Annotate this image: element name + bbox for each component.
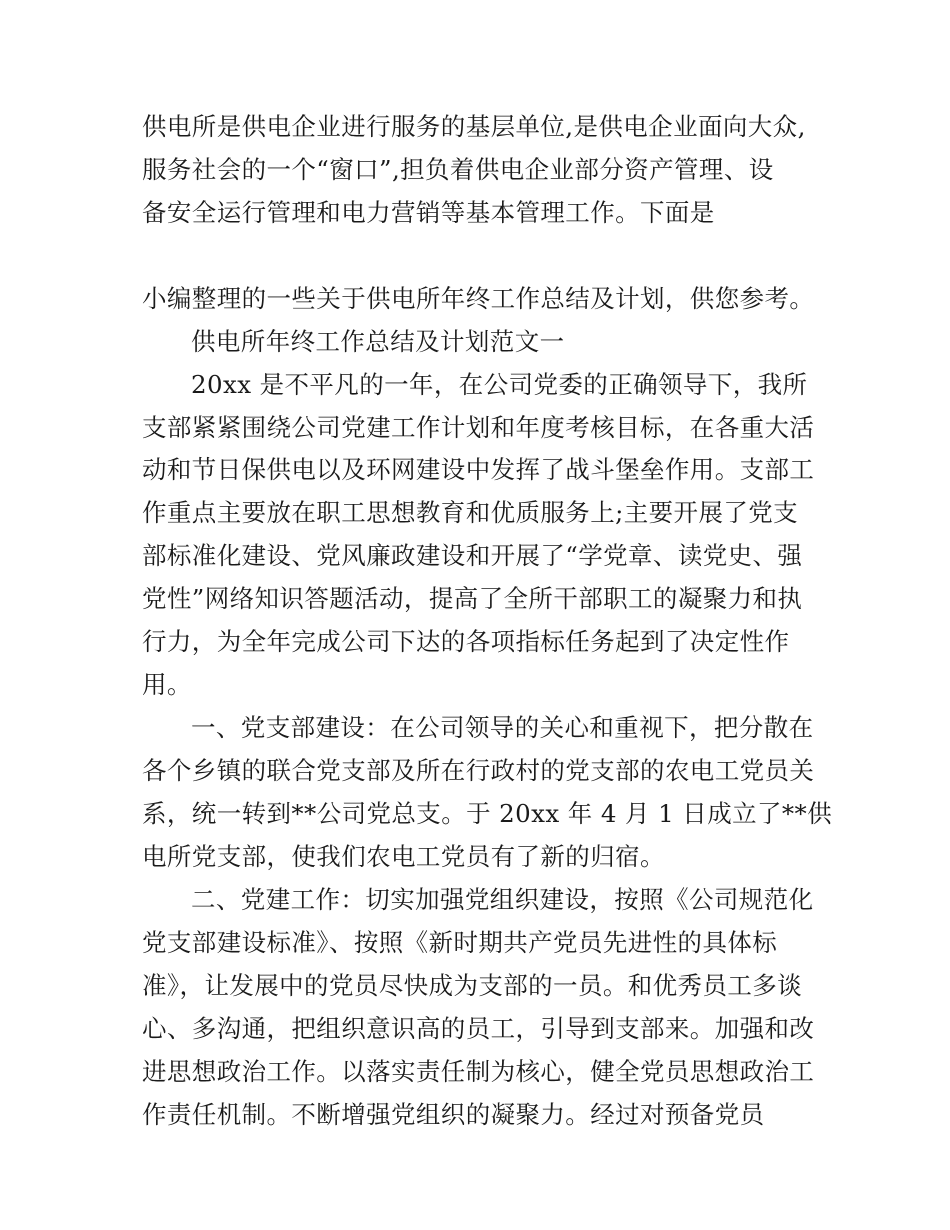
section-heading: 供电所年终工作总结及计划范文一: [191, 327, 565, 356]
text-line: 作重点主要放在职工思想教育和优质服务上;主要开展了党支: [142, 498, 799, 527]
text-line: 一、党支部建设：在公司领导的关心和重视下，把分散在: [191, 713, 814, 742]
text-line: 党支部建设标准》、按照《新时期共产党员先进性的具体标: [142, 928, 778, 957]
text-line: 电所党支部，使我们农电工党员有了新的归宿。: [142, 842, 665, 871]
text-line: 部标准化建设、党风廉政建设和开展了“学党章、读党史、强: [142, 541, 803, 570]
text-line: 支部紧紧围绕公司党建工作计划和年度考核目标，在各重大活: [142, 413, 815, 442]
text-line: 作责任机制。不断增强党组织的凝聚力。经过对预备党员: [142, 1100, 765, 1129]
text-line: 准》，让发展中的党员尽快成为支部的一员。和优秀员工多谈: [142, 971, 803, 1000]
text-line: 心、多沟通，把组织意识高的员工，引导到支部来。加强和改: [142, 1014, 815, 1043]
text-line: 二、党建工作：切实加强党组织建设，按照《公司规范化: [191, 885, 814, 914]
text-line: 行力，为全年完成公司下达的各项指标任务起到了决定性作: [142, 627, 790, 656]
text-line: 各个乡镇的联合党支部及所在行政村的党支部的农电工党员关: [142, 756, 815, 785]
text-line: 备安全运行管理和电力营销等基本管理工作。下面是: [142, 198, 715, 227]
text-line: 用。: [142, 670, 192, 699]
text-line: 动和节日保供电以及环网建设中发挥了战斗堡垒作用。支部工: [142, 455, 815, 484]
text-line: 小编整理的一些关于供电所年终工作总结及计划，供您参考。: [142, 284, 815, 313]
text-line: 进思想政治工作。以落实责任制为核心，健全党员思想政治工: [142, 1057, 815, 1086]
text-line: 服务社会的一个“窗口”,担负着供电企业部分资产管理、设: [142, 155, 774, 184]
text-line: 党性”网络知识答题活动，提高了全所干部职工的凝聚力和执: [142, 584, 803, 613]
text-line: 供电所是供电企业进行服务的基层单位,是供电企业面向大众,: [142, 112, 806, 141]
text-line: 20xx 是不平凡的一年，在公司党委的正确领导下，我所: [191, 370, 808, 399]
text-line: 系，统一转到**公司党总支。于 20xx 年 4 月 1 日成立了**供: [142, 799, 833, 828]
